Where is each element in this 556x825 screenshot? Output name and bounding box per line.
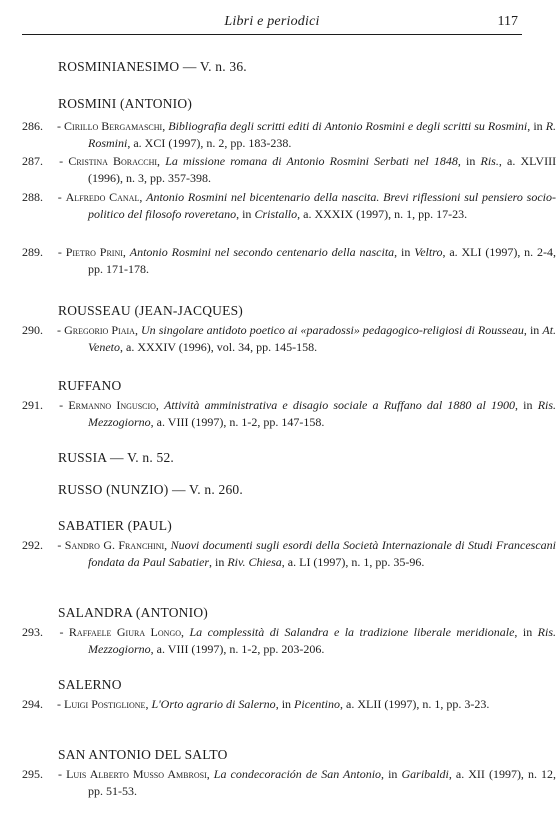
entry-in: in: [466, 154, 476, 168]
entry-journal: Garibaldi: [401, 767, 449, 781]
section-heading: ROUSSEAU (JEAN-JACQUES): [58, 303, 243, 318]
running-head: [22, 10, 522, 35]
section-heading: RUSSO (NUNZIO) — V. n. 260.: [58, 482, 243, 497]
entry-details: a. VIII (1997), n. 1-2, pp. 147-158.: [156, 415, 325, 429]
entry-number: 288.: [22, 190, 43, 204]
section-heading: RUFFANO: [58, 378, 122, 393]
entry-number: 290.: [22, 323, 43, 337]
entry-title: Attività amministrativa e disagio sociale a Ruffano dal 1880 al 1900: [164, 398, 515, 412]
entry-title: Antonio Rosmini nel bicentenario della nascita. Brevi riflessioni sul pensiero socio-politico del filosofo roveretano: [88, 190, 556, 221]
entry-journal: Cristallo: [254, 207, 298, 221]
bibliography-entry: 289. - Pietro Prini, Antonio Rosmini nel secondo centenario della nascita, in Veltro, a. XLI (1997), n. 2-4, pp. 171-178.: [22, 245, 556, 276]
entry-journal: Veltro: [414, 245, 443, 259]
entry-title: La condecoración de San Antonio: [213, 767, 382, 781]
entry-in: in: [523, 398, 533, 412]
entry-author: Gregorio Piaia: [64, 323, 135, 337]
entry-number: 291.: [22, 398, 43, 412]
entry-number: 292.: [22, 538, 43, 552]
section-heading: ROSMINIANESIMO — V. n. 36.: [58, 59, 247, 74]
entry-author: Luigi Postiglione: [64, 697, 146, 711]
entry-details: a. XLII (1997), n. 1, pp. 3-23.: [346, 697, 490, 711]
entry-details: a. XXXIV (1996), vol. 34, pp. 145-158.: [126, 340, 318, 354]
entry-author: Luis Alberto Musso Ambrosi: [66, 767, 207, 781]
section-heading: SABATIER (PAUL): [58, 518, 172, 533]
entry-journal: At. Veneto: [88, 323, 556, 354]
entry-journal: R. Rosmini: [88, 119, 556, 150]
bibliography-entry: 288. - Alfredo Canal, Antonio Rosmini nel bicentenario della nascita. Brevi riflessioni sul pensiero socio-politico del filosofo roveretano, in Cristallo, a. XXXIX (1997), n. 1, pp. 17-23.: [22, 190, 556, 221]
entry-in: in: [388, 767, 398, 781]
bibliography-entry: 295. - Luis Alberto Musso Ambrosi, La condecoración de San Antonio, in Garibaldi, a. XII (1997), n. 12, pp. 51-53.: [22, 767, 556, 798]
entry-number: 295.: [22, 767, 43, 781]
entry-author: Cristina Boracchi: [68, 154, 158, 168]
bibliography-entry: 290. - Gregorio Piaia, Un singolare antidoto poetico ai «paradossi» pedagogico-religiosi di Rousseau, in At. Veneto, a. XXXIV (1996), vol. 34, pp. 145-158.: [22, 323, 556, 354]
entry-title: Antonio Rosmini nel secondo centenario della nascita: [129, 245, 395, 259]
entry-title: Bibliografia degli scritti editi di Antonio Rosmini e degli scritti su Rosmini: [168, 119, 528, 133]
entry-author: Alfredo Canal: [65, 190, 140, 204]
section-heading: ROSMINI (ANTONIO): [58, 96, 193, 111]
bibliography-entry: 293. - Raffaele Giura Longo, La complessità di Salandra e la tradizione liberale meridionale, in Ris. Mezzogiorno, a. VIII (1997), n. 1-2, pp. 203-206.: [22, 625, 556, 656]
entry-journal: Ris. Mezzogiorno: [88, 398, 556, 429]
bibliography-entry: 291. - Ermanno Inguscio, Attività amministrativa e disagio sociale a Ruffano dal 1880 al 1900, in Ris. Mezzogiorno, a. VIII (1997), n. 1-2, pp. 147-158.: [22, 398, 556, 429]
section-heading: SALANDRA (ANTONIO): [58, 605, 208, 620]
entry-details: a. LI (1997), n. 1, pp. 35-96.: [287, 555, 425, 569]
entry-in: in: [401, 245, 411, 259]
entry-journal: Ris.: [480, 154, 499, 168]
entry-in: in: [533, 119, 543, 133]
entry-author: Pietro Prini: [65, 245, 123, 259]
entry-number: 289.: [22, 245, 43, 259]
entry-number: 287.: [22, 154, 43, 168]
entry-details: a. XCI (1997), n. 2, pp. 183-238.: [133, 136, 292, 150]
bibliography-entry: 286. - Cirillo Bergamaschi, Bibliografia degli scritti editi di Antonio Rosmini e degli scritti su Rosmini, in R. Rosmini, a. XCI (1997), n. 2, pp. 183-238.: [22, 119, 556, 150]
section-heading: SAN ANTONIO DEL SALTO: [58, 747, 228, 762]
section-heading: SALERNO: [58, 677, 122, 692]
entry-title: Un singolare antidoto poetico ai «paradossi» pedagogico-religiosi di Rousseau: [141, 323, 524, 337]
entry-in: in: [522, 625, 533, 639]
entry-journal: Riv. Chiesa: [227, 555, 282, 569]
entry-title: L'Orto agrario di Salerno: [151, 697, 276, 711]
entry-author: Raffaele Giura Longo: [68, 625, 181, 639]
entry-number: 293.: [22, 625, 43, 639]
entry-author: Cirillo Bergamaschi: [64, 119, 163, 133]
bibliography-entry: 287. - Cristina Boracchi, La missione romana di Antonio Rosmini Serbati nel 1848, in Ris., a. XLVIII (1996), n. 3, pp. 357-398.: [22, 154, 556, 185]
running-title: Libri e periodici: [224, 14, 320, 29]
entry-author: Ermanno Inguscio: [68, 398, 156, 412]
entry-details: a. XLVIII (1996), n. 3, pp. 357-398.: [88, 154, 556, 185]
entry-details: a. XLI (1997), n. 2-4, pp. 171-178.: [88, 245, 556, 276]
entry-in: in: [215, 555, 225, 569]
entry-details: a. XXXIX (1997), n. 1, pp. 17-23.: [303, 207, 468, 221]
entry-title: Nuovi documenti sugli esordi della Società Internazionale di Studi Francescani fondata da Paul Sabatier: [88, 538, 556, 569]
entry-journal: Ris. Mezzogiorno: [88, 625, 556, 656]
bibliography-entry: 294. - Luigi Postiglione, L'Orto agrario di Salerno, in Picentino, a. XLII (1997), n. 1, pp. 3-23.: [22, 697, 490, 711]
entry-details: a. XII (1997), n. 12, pp. 51-53.: [88, 767, 556, 798]
page-number: 117: [497, 14, 518, 29]
entry-in: in: [281, 697, 292, 711]
entry-author: Sandro G. Franchini: [64, 538, 165, 552]
entry-journal: Picentino: [294, 697, 341, 711]
entry-in: in: [529, 323, 540, 337]
entry-title: La complessità di Salandra e la tradizione liberale meridionale: [189, 625, 515, 639]
entry-in: in: [242, 207, 252, 221]
entry-number: 294.: [22, 697, 43, 711]
entry-details: a. VIII (1997), n. 1-2, pp. 203-206.: [156, 642, 325, 656]
entry-number: 286.: [22, 119, 43, 133]
section-heading: RUSSIA — V. n. 52.: [58, 450, 175, 465]
entry-title: La missione romana di Antonio Rosmini Serbati nel 1848: [165, 154, 458, 168]
bibliography-entry: 292. - Sandro G. Franchini, Nuovi documenti sugli esordi della Società Internazionale di Studi Francescani fondata da Paul Sabatier, in Riv. Chiesa, a. LI (1997), n. 1, pp. 35-96.: [22, 538, 556, 569]
